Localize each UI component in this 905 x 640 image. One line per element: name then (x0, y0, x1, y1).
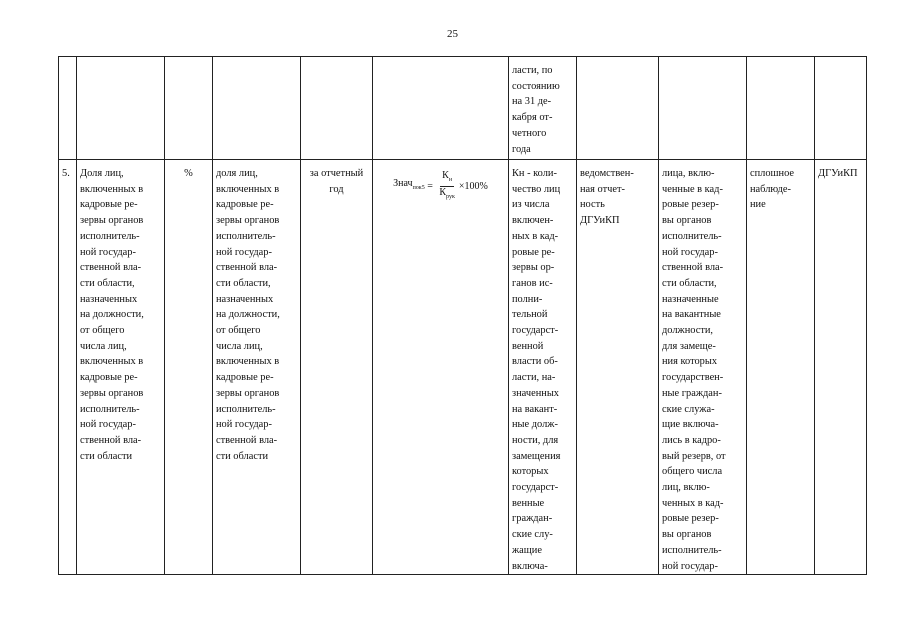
basic-indicators-cell (509, 160, 577, 575)
cell-empty (747, 57, 815, 160)
method-cell (747, 160, 815, 575)
cell-empty (77, 57, 165, 160)
cell-empty (815, 57, 867, 160)
continuation-cell (509, 57, 577, 160)
unit: % (184, 168, 193, 179)
responsible-body: ДГУиКП (818, 168, 858, 179)
formula-denominator: $К_{рук}$ (439, 187, 455, 200)
indicator-name-cell (77, 160, 165, 575)
formula-cell (373, 160, 509, 575)
unit-cell (165, 160, 213, 575)
observation-population: лица, вклю- ченные в кад- ровые резер- вы органов исполнитель- ной государ- ственной вла- сти области, назначенные на вакантные должности, для замеще- ния которых государствен- ные граждан- ские служа- щие включа- лись в кадро- вый резерв, от общего числа лиц, вклю- ченных в кад- ровые резер- вы органов исполнитель- ной государ- (662, 168, 726, 572)
responsible-cell (815, 160, 867, 575)
row-number: 5. (62, 168, 70, 179)
period: за отчетный год (309, 168, 364, 195)
formula: Знач$_{пок5}$ = $\frac{К_н}{К_{рук}}$ ×100% (376, 170, 505, 203)
formula-fraction (437, 170, 457, 203)
collection-method: сплошное наблюде- ние (750, 168, 795, 211)
definition-cell (213, 160, 301, 575)
continuation-text: ласти, по состоянию на 31 де- кабря от- четного года (512, 65, 560, 155)
cell-empty (659, 57, 747, 160)
cell-empty (301, 57, 373, 160)
formula-lhs: Знач$_{пок5}$ (393, 178, 425, 192)
data-source: ведомствен- ная отчет- ность ДГУиКП (580, 168, 634, 227)
source-cell (577, 160, 659, 575)
page-number: 25 (447, 28, 458, 40)
population-cell (659, 160, 747, 575)
indicator-row-5 (59, 160, 867, 575)
cell-empty (373, 57, 509, 160)
continuation-row (59, 57, 867, 160)
period-cell (301, 160, 373, 575)
cell-empty (59, 57, 77, 160)
formula-multiplier: ×100% (458, 180, 488, 192)
indicator-definition: доля лиц, включенных в кадровые ре- зервы органов исполнитель- ной государ- ственной вла- сти области, назначенных на должности, от общего числа лиц, включенных в кадровые ре- зервы органов исполнитель- ной государ- ственной вла- сти области (216, 168, 280, 462)
basic-indicators: Кн - коли- чество лиц из числа включен- ных в кад- ровые ре- зервы ор- ганов ис- полни- тельной государст- венной власти об- ласти, на- значенных на вакант- ные долж- ности, для замещения которых государст- венные граждан- ские слу- жащие включа- (512, 168, 561, 572)
formula-numerator: $К_н$ (440, 170, 454, 187)
indicator-name: Доля лиц, включенных в кадровые ре- зервы органов исполнитель- ной государ- ственной вла- сти области, назначенных на должности, от общего числа лиц, включенных в кадровые ре- зервы органов исполнитель- ной государ- ственной вла- сти области (80, 168, 144, 462)
indicator-table (58, 56, 867, 575)
row-number-cell (59, 160, 77, 575)
cell-empty (577, 57, 659, 160)
cell-empty (213, 57, 301, 160)
cell-empty (165, 57, 213, 160)
